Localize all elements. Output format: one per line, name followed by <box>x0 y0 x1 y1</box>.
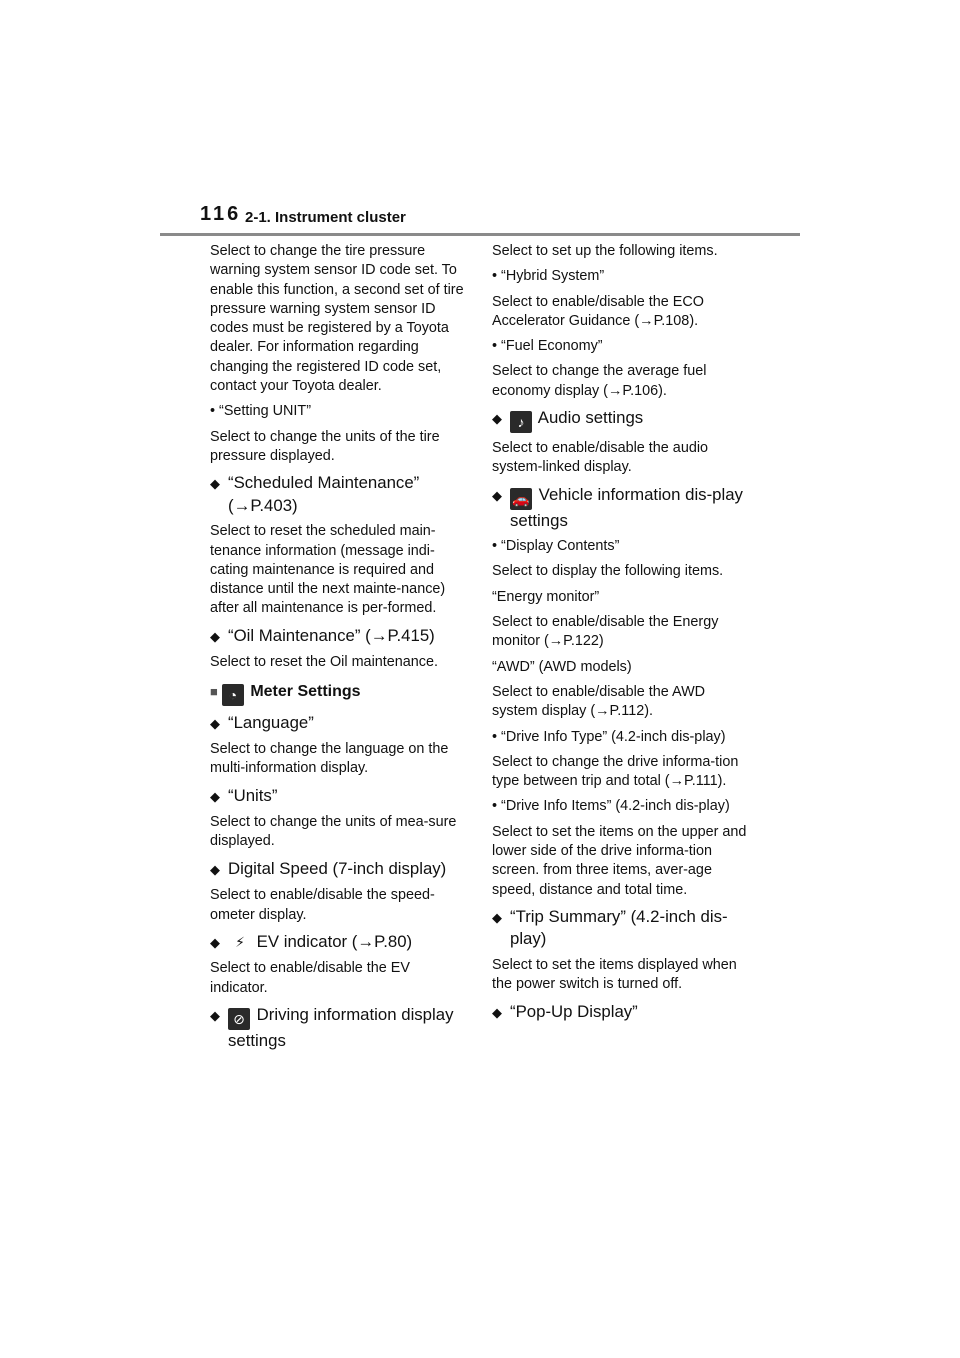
paragraph: Select to change the average fuel economy display (→P.106). <box>492 363 707 399</box>
paragraph: Select to enable/disable the EV indicator. <box>210 960 411 996</box>
page-header <box>200 203 800 233</box>
diamond-bullet-icon: ◆ <box>492 909 502 925</box>
bullet-item: • “Display Contents” <box>492 538 620 555</box>
bullet-item: • “Drive Info Items” (4.2-inch dis-play) <box>492 798 730 815</box>
item-heading <box>210 472 470 516</box>
paragraph: Select to display the following items. <box>492 563 724 580</box>
item-heading <box>210 931 470 954</box>
paragraph: Select to reset the Oil maintenance. <box>210 654 438 671</box>
section-title: 2-1. Instrument cluster <box>245 209 406 226</box>
heading-text: “Trip Summary” (4.2-inch dis-play) <box>510 906 728 949</box>
heading-text: Driving information display settings <box>228 1004 454 1050</box>
item-heading <box>210 858 470 881</box>
diamond-bullet-icon: ◆ <box>210 628 220 644</box>
paragraph: Select to enable/disable the ECO Accelerator Guidance (→P.108). <box>492 293 704 329</box>
heading-text: Vehicle information dis-play settings <box>510 484 743 530</box>
paragraph: Select to set up the following items. <box>492 243 718 259</box>
heading-text: “Pop-Up Display” <box>510 1001 638 1021</box>
meter-settings-icon: ◔ <box>222 684 244 706</box>
diamond-bullet-icon: ◆ <box>210 788 220 804</box>
paragraph: Select to set the items on the upper and lower side of the drive informa-tion screen. from three items, aver-age speed, distance and total time. <box>492 823 747 898</box>
driving-info-icon: ⊘ <box>228 1008 250 1030</box>
bullet-item: • “Fuel Economy” <box>492 338 603 355</box>
paragraph: Select to change the units of the tire pressure displayed. <box>210 428 440 464</box>
heading-text: Audio settings <box>537 408 644 428</box>
page-number: 116 <box>200 203 242 225</box>
item-heading <box>492 1001 752 1024</box>
diamond-bullet-icon: ◆ <box>210 1007 220 1023</box>
right-column <box>492 242 752 1029</box>
item-heading <box>492 484 752 532</box>
diamond-bullet-icon: ◆ <box>492 1004 502 1020</box>
heading-text: “Units” <box>228 785 278 805</box>
header-rule <box>160 233 800 236</box>
heading-text: “Oil Maintenance” (→P.415) <box>228 625 435 645</box>
paragraph: Select to reset the scheduled main-tenance information (message indi-cating maintenance is required and distance until the next mainte-nance) after all maintenance is per-formed. <box>210 523 446 617</box>
music-note-icon: ♪ <box>510 411 532 433</box>
paragraph: Select to enable/disable the audio system-linked display. <box>492 440 709 476</box>
paragraph: Select to enable/disable the Energy monitor (→P.122) <box>492 614 719 650</box>
heading-text: “Scheduled Maintenance” (→P.403) <box>228 473 420 515</box>
bullet-item: • “Setting UNIT” <box>210 403 311 420</box>
diamond-bullet-icon: ◆ <box>210 476 220 492</box>
heading-text: “Language” <box>228 712 314 732</box>
paragraph: Select to change the tire pressure warning system sensor ID code set. To enable this function, a second set of tire pressure warning system sensor ID codes must be registered by a Toyota dealer. For information regarding changing the registered ID code set, contact your Toyota dealer. <box>210 243 464 395</box>
heading-text: Digital Speed (7-inch display) <box>228 858 447 878</box>
diamond-bullet-icon: ◆ <box>492 487 502 503</box>
paragraph: Select to set the items displayed when the power switch is turned off. <box>492 956 737 993</box>
diamond-bullet-icon: ◆ <box>492 411 502 427</box>
item-heading <box>210 1004 470 1052</box>
heading-text: EV indicator (→P.80) <box>256 931 413 951</box>
sub-heading <box>210 681 470 706</box>
square-bullet-icon: ■ <box>210 683 218 699</box>
paragraph: Select to change the drive informa-tion type between trip and total (→P.111). <box>492 753 739 790</box>
item-heading <box>210 625 470 648</box>
paragraph: “Energy monitor” <box>492 588 600 605</box>
ev-indicator-icon: ⚡ <box>235 933 245 950</box>
vehicle-info-icon: 🚗 <box>510 488 532 510</box>
diamond-bullet-icon: ◆ <box>210 934 220 950</box>
item-heading <box>492 407 752 433</box>
diamond-bullet-icon: ◆ <box>210 715 220 731</box>
left-column <box>210 242 470 1057</box>
paragraph: Select to change the units of mea-sure displayed. <box>210 814 457 850</box>
paragraph: “AWD” (AWD models) <box>492 658 632 675</box>
paragraph: Select to enable/disable the AWD system display (→P.112). <box>492 683 706 720</box>
sub-heading-text: Meter Settings <box>250 682 361 700</box>
diamond-bullet-icon: ◆ <box>210 861 220 877</box>
item-heading <box>210 712 470 735</box>
item-heading <box>492 906 752 950</box>
paragraph: Select to enable/disable the speed-ometer display. <box>210 887 435 923</box>
bullet-item: • “Drive Info Type” (4.2-inch dis-play) <box>492 728 726 745</box>
bullet-item: • “Hybrid System” <box>492 268 605 285</box>
paragraph: Select to change the language on the multi-information display. <box>210 741 449 777</box>
item-heading <box>210 785 470 808</box>
